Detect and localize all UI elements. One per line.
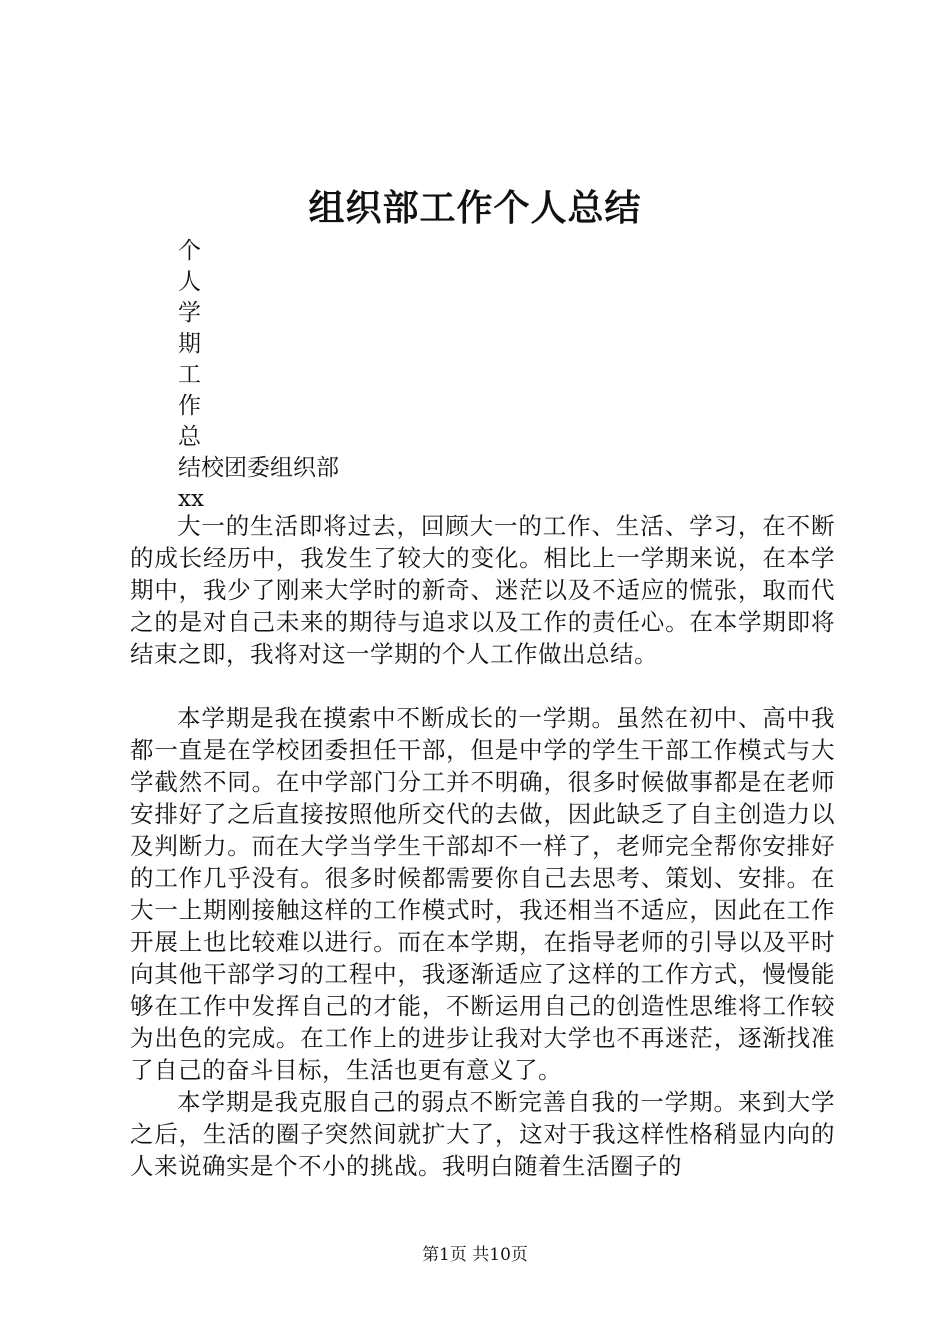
vertical-line: 工 [178, 362, 201, 388]
vertical-line: 个 [178, 238, 201, 264]
vertical-line: 期 [178, 331, 201, 357]
document-body [130, 510, 835, 1182]
page-footer: 第1页 共10页 [422, 1245, 528, 1265]
paragraph: 大一的生活即将过去，回顾大一的工作、生活、学习，在不断的成长经历中，我发生了较大的变化。相比上一学期来说，在本学期中，我少了刚来大学时的新奇、迷茫以及不适应的慌张，取而代之的是对自己未来的期待与追求以及工作的责任心。在本学期即将结束之即，我将对这一学期的个人工作做出总结。 [130, 512, 835, 668]
paragraph: 本学期是我克服自己的弱点不断完善自我的一学期。来到大学之后，生活的圈子突然间就扩大了，这对于我这样性格稍显内向的人来说确实是个不小的挑战。我明白随着生活圈子的 [130, 1088, 835, 1180]
vertical-line: 作 [178, 393, 201, 419]
vertical-heading [178, 236, 339, 515]
vertical-line: 结校团委组织部 [178, 455, 339, 481]
vertical-line: xx [178, 486, 204, 512]
document-title: 组织部工作个人总结 [308, 187, 642, 229]
vertical-line: 总 [178, 424, 201, 450]
vertical-line: 人 [178, 269, 201, 295]
vertical-line: 学 [178, 300, 201, 326]
paragraph: 本学期是我在摸索中不断成长的一学期。虽然在初中、高中我都一直是在学校团委担任干部，但是中学的学生干部工作模式与大学截然不同。在中学部门分工并不明确，很多时候做事都是在老师安排好了之后直接按照他所交代的去做，因此缺乏了自主创造力以及判断力。而在大学当学生干部却不一样了，老师完全帮你安排好的工作几乎没有。很多时候都需要你自己去思考、策划、安排。在大一上期刚接触这样的工作模式时，我还相当不适应，因此在工作开展上也比较难以进行。而在本学期，在指导老师的引导以及平时向其他干部学习的工程中，我逐渐适应了这样的工作方式，慢慢能够在工作中发挥自己的才能，不断运用自己的创造性思维将工作较为出色的完成。在工作上的进步让我对大学也不再迷茫，逐渐找准了自己的奋斗目标，生活也更有意义了。 [130, 704, 835, 1084]
